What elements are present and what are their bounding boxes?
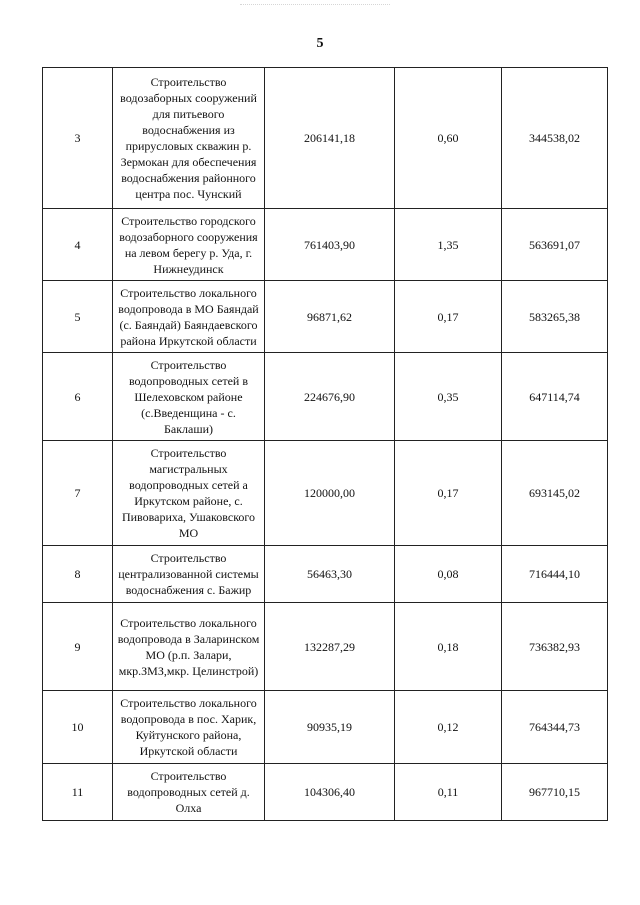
value3-cell: 647114,74 [502,353,608,441]
table-row [43,353,608,441]
value3-cell: 693145,02 [502,441,608,546]
row-number-cell: 6 [43,353,113,441]
project-name-cell: Строительство локального водопровода в Заларинском МО (р.п. Залари, мкр.ЗМЗ,мкр. Целинстрой) [113,603,265,691]
value2-cell: 0,60 [395,68,502,209]
value2-cell: 0,35 [395,353,502,441]
table-row [43,281,608,353]
row-number-cell: 5 [43,281,113,353]
value2-cell: 0,17 [395,281,502,353]
value1-cell: 761403,90 [265,209,395,281]
table-row [43,441,608,546]
row-number-cell: 8 [43,546,113,603]
project-name-cell: Строительство городского водозаборного сооружения на левом берегу р. Уда, г. Нижнеудинск [113,209,265,281]
value2-cell: 0,18 [395,603,502,691]
scan-artifact [240,4,390,15]
project-name-cell: Строительство водопроводных сетей в Шелеховском районе (с.Введенщина - с. Баклаши) [113,353,265,441]
project-name-cell: Строительство локального водопровода в пос. Харик, Куйтунского района, Иркутской области [113,691,265,764]
table-row [43,691,608,764]
row-number-cell: 3 [43,68,113,209]
value3-cell: 967710,15 [502,764,608,821]
value3-cell: 583265,38 [502,281,608,353]
row-number-cell: 10 [43,691,113,764]
value1-cell: 56463,30 [265,546,395,603]
value2-cell: 0,17 [395,441,502,546]
project-name-cell: Строительство водопроводных сетей д. Олха [113,764,265,821]
value3-cell: 344538,02 [502,68,608,209]
project-name-cell: Строительство магистральных водопроводных сетей а Иркутском районе, с. Пивовариха, Ушаковского МО [113,441,265,546]
value1-cell: 132287,29 [265,603,395,691]
value1-cell: 206141,18 [265,68,395,209]
table-row [43,603,608,691]
project-name-cell: Строительство водозаборных сооружений для питьевого водоснабжения из прирусловых скважин р. Зермокан для обеспечения водоснабжения районного центра пос. Чунский [113,68,265,209]
value1-cell: 120000,00 [265,441,395,546]
table-row [43,546,608,603]
value2-cell: 0,12 [395,691,502,764]
value3-cell: 563691,07 [502,209,608,281]
row-number-cell: 4 [43,209,113,281]
value2-cell: 0,08 [395,546,502,603]
value1-cell: 104306,40 [265,764,395,821]
value2-cell: 0,11 [395,764,502,821]
value3-cell: 716444,10 [502,546,608,603]
row-number-cell: 7 [43,441,113,546]
table-row [43,68,608,209]
value3-cell: 764344,73 [502,691,608,764]
project-name-cell: Строительство локального водопровода в МО Баяндай (с. Баяндай) Баяндаевского района Иркутской области [113,281,265,353]
row-number-cell: 11 [43,764,113,821]
table-row [43,209,608,281]
value3-cell: 736382,93 [502,603,608,691]
page-number: 5 [316,36,324,51]
project-name-cell: Строительство централизованной системы водоснабжения с. Бажир [113,546,265,603]
projects-table [42,67,608,821]
value1-cell: 224676,90 [265,353,395,441]
value1-cell: 96871,62 [265,281,395,353]
row-number-cell: 9 [43,603,113,691]
value1-cell: 90935,19 [265,691,395,764]
value2-cell: 1,35 [395,209,502,281]
table-row [43,764,608,821]
